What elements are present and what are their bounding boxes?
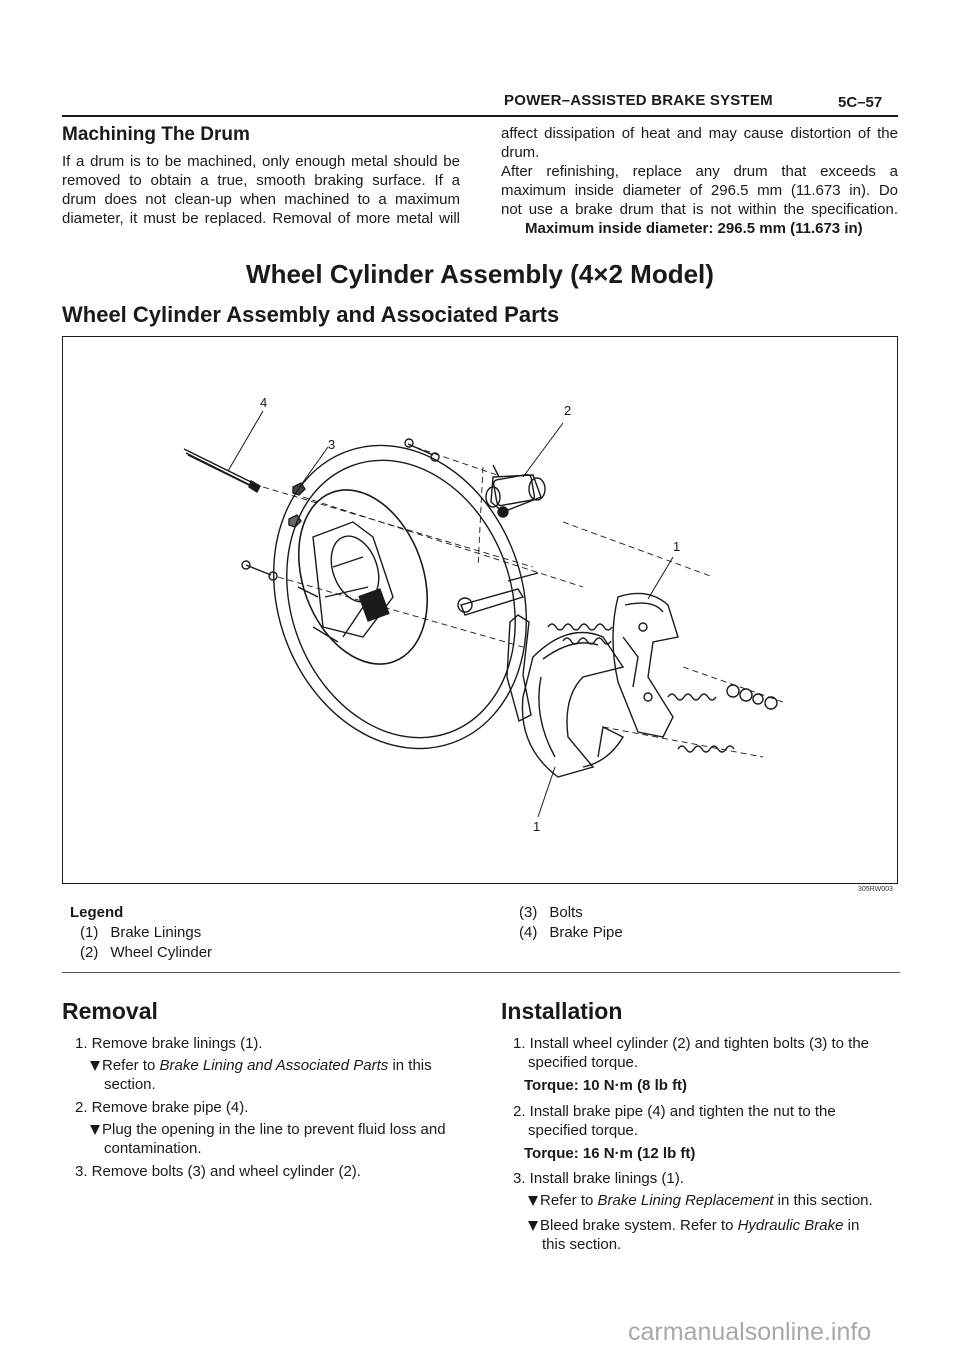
removal-step-1: 1. Remove brake linings (1). bbox=[75, 1035, 263, 1052]
note-triangle-icon bbox=[528, 1196, 538, 1206]
note-triangle-icon bbox=[528, 1221, 538, 1231]
running-header-title: POWER–ASSISTED BRAKE SYSTEM bbox=[504, 92, 773, 109]
brake-shoe-rear bbox=[613, 593, 678, 737]
installation-step-2-cont: specified torque. bbox=[528, 1122, 639, 1139]
paragraph-line: not use a brake drum that is not within the specification. bbox=[501, 201, 898, 218]
legend-item-1 bbox=[80, 924, 201, 941]
removal-step-2-note-cont: contamination. bbox=[104, 1140, 202, 1157]
torque-spec-1: Torque: 10 N·m (8 lb ft) bbox=[524, 1077, 688, 1094]
paragraph-line: affect dissipation of heat and may cause distortion of the bbox=[501, 125, 898, 142]
legend-label: Brake Pipe bbox=[549, 924, 623, 941]
installation-step-1: 1. Install wheel cylinder (2) and tighten bolts (3) to the bbox=[513, 1035, 870, 1052]
reference-link: Brake Lining and Associated Parts bbox=[159, 1057, 389, 1074]
reference-link: Hydraulic Brake bbox=[737, 1217, 844, 1234]
exploded-diagram bbox=[63, 337, 897, 883]
legend-num: (4) bbox=[519, 924, 538, 941]
page-number: 5C–57 bbox=[838, 94, 883, 111]
legend-item-3 bbox=[519, 904, 583, 921]
removal-step-2-note: Plug the opening in the line to prevent fluid loss and bbox=[90, 1120, 446, 1139]
note-triangle-icon bbox=[90, 1125, 100, 1135]
legend-num: (3) bbox=[519, 904, 538, 921]
installation-step-3-note-1: Refer to Brake Lining Replacement in this section. bbox=[528, 1191, 873, 1210]
installation-step-2: 2. Install brake pipe (4) and tighten the nut to the bbox=[513, 1103, 836, 1120]
legend-item-2 bbox=[80, 944, 212, 961]
wheel-cylinder bbox=[486, 465, 545, 517]
paragraph-line: If a drum is to be machined, only enough metal should be bbox=[62, 153, 460, 170]
removal-step-1-note: Refer to Brake Lining and Associated Parts in this bbox=[90, 1056, 432, 1075]
legend-num: (1) bbox=[80, 924, 99, 941]
subsection-title: Wheel Cylinder Assembly and Associated Parts bbox=[62, 302, 560, 327]
installation-step-3-note-2: Bleed brake system. Refer to Hydraulic Brake in bbox=[528, 1216, 859, 1235]
paragraph-line: drum does not clean-up when machined to a maximum bbox=[62, 191, 460, 208]
exploded-diagram-figure bbox=[62, 336, 898, 884]
max-diameter-spec: Maximum inside diameter: 296.5 mm (11.673 in) bbox=[525, 220, 863, 237]
removal-step-2: 2. Remove brake pipe (4). bbox=[75, 1099, 249, 1116]
installation-step-3: 3. Install brake linings (1). bbox=[513, 1170, 684, 1187]
removal-step-1-note-cont: section. bbox=[104, 1076, 156, 1093]
paragraph-line: After refinishing, replace any drum that exceeds a bbox=[501, 163, 898, 180]
paragraph-line: diameter, it must be replaced. Removal of more metal will bbox=[62, 210, 460, 227]
removal-heading: Removal bbox=[62, 998, 158, 1024]
legend-num: (2) bbox=[80, 944, 99, 961]
removal-step-3: 3. Remove bolts (3) and wheel cylinder (2). bbox=[75, 1163, 361, 1180]
legend-label: Brake Linings bbox=[110, 924, 202, 941]
header-rule bbox=[62, 115, 898, 117]
paragraph-line: maximum inside diameter of 296.5 mm (11.673 in). Do bbox=[501, 182, 898, 199]
callout-3: 3 bbox=[328, 437, 336, 452]
machining-right-paragraph bbox=[501, 124, 898, 219]
callout-4: 4 bbox=[260, 395, 268, 410]
callout-2: 2 bbox=[564, 403, 572, 418]
brake-shoe-front bbox=[522, 633, 623, 778]
watermark: carmanualsonline.info bbox=[628, 1318, 872, 1346]
legend-divider bbox=[62, 972, 900, 973]
callout-1-upper: 1 bbox=[673, 539, 681, 554]
backing-plate bbox=[232, 410, 567, 785]
torque-spec-2: Torque: 16 N·m (12 lb ft) bbox=[524, 1145, 696, 1162]
machining-left-paragraph bbox=[62, 152, 460, 228]
brake-pipe bbox=[184, 449, 260, 492]
installation-step-3-note-2-cont: this section. bbox=[542, 1236, 622, 1253]
section-title: Wheel Cylinder Assembly (4×2 Model) bbox=[246, 259, 714, 289]
legend-title: Legend bbox=[70, 904, 124, 921]
note-triangle-icon bbox=[90, 1061, 100, 1071]
paragraph-line: drum. bbox=[501, 144, 540, 161]
legend-item-4 bbox=[519, 924, 623, 941]
installation-step-1-cont: specified torque. bbox=[528, 1054, 639, 1071]
machining-heading: Machining The Drum bbox=[62, 124, 250, 145]
installation-heading: Installation bbox=[501, 998, 623, 1024]
legend-label: Bolts bbox=[549, 904, 583, 921]
callout-1-lower: 1 bbox=[533, 819, 541, 834]
legend-label: Wheel Cylinder bbox=[110, 944, 213, 961]
figure-code: 305RW003 bbox=[858, 886, 893, 893]
reference-link: Brake Lining Replacement bbox=[597, 1192, 774, 1209]
paragraph-line: removed to obtain a true, smooth braking surface. If a bbox=[62, 172, 460, 189]
